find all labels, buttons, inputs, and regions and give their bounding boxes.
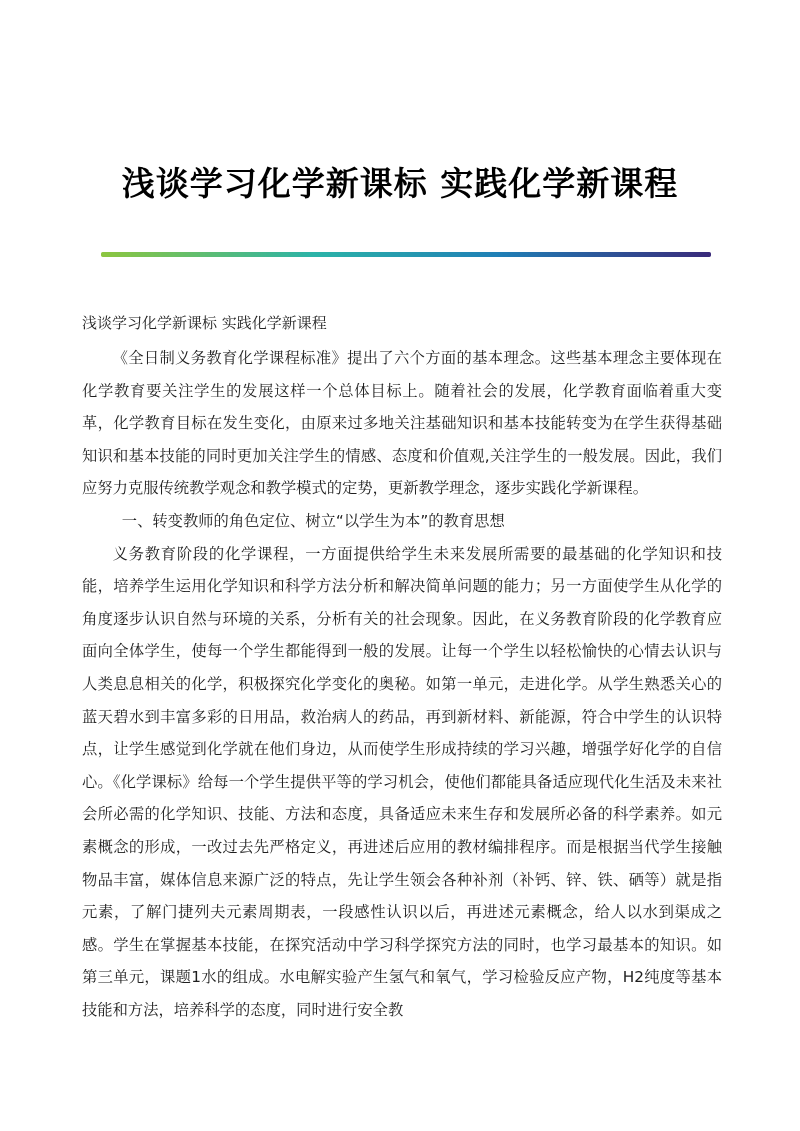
section-heading: 一、转变教师的角色定位、树立“以学生为本”的教育思想 — [121, 511, 505, 530]
document-subtitle: 浅谈学习化学新课标 实践化学新课程 — [82, 314, 327, 332]
page-title: 浅谈学习化学新课标 实践化学新课程 — [121, 164, 679, 203]
document-body — [82, 342, 722, 1026]
title-divider — [101, 252, 711, 257]
paragraph-intro: 《全日制义务教育化学课程标准》提出了六个方面的基本理念。这些基本理念主要体现在化学教育要关注学生的发展这样一个总体目标上。随着社会的发展，化学教育面临着重大变革，化学教育目标在发生变化，由原来过多地关注基础知识和基本技能转变为在学生获得基础知识和基本技能的同时更加关注学生的情感、态度和价值观,关注学生的一般发展。因此，我们应努力克服传统教学观念和教学模式的定势，更新教学理念，逐步实践化学新课程。 — [82, 349, 722, 498]
paragraph-section-one: 义务教育阶段的化学课程，一方面提供给学生未来发展所需要的最基础的化学知识和技能，培养学生运用化学知识和科学方法分析和解决简单问题的能力；另一方面使学生从化学的角度逐步认识自然与环境的关系，分析有关的社会现象。因此，在义务教育阶段的化学教育应面向全体学生，使每一个学生都能得到一般的发展。让每一个学生以轻松愉快的心情去认识与人类息息相关的化学，积极探究化学变化的奥秘。如第一单元，走进化学。从学生熟悉关心的蓝天碧水到丰富多彩的日用品，救治病人的药品，再到新材料、新能源，符合中学生的认识特点，让学生感觉到化学就在他们身边，从而使学生形成持续的学习兴趣，增强学好化学的自信心。《化学课标》给每一个学生提供平等的学习机会，使他们都能具备适应现代化生活及未来社会所必需的化学知识、技能、方法和态度，具备适应未来生存和发展所必备的科学素养。如元素概念的形成，一改过去先严格定义，再进述后应用的教材编排程序。而是根据当代学生接触物品丰富，媒体信息来源广泛的特点，先让学生领会各种补剂（补钙、锌、铁、硒等）就是指元素，了解门捷列夫元素周期表，一段感性认识以后，再进述元素概念，给人以水到渠成之感。学生在掌握基本技能，在探究活动中学习科学探究方法的同时，也学习最基本的知识。如第三单元，课题1水的组成。水电解实验产生氢气和氧气，学习检验反应产物，H2纯度等基本技能和方法，培养科学的态度，同时进行安全教 — [82, 544, 722, 1019]
